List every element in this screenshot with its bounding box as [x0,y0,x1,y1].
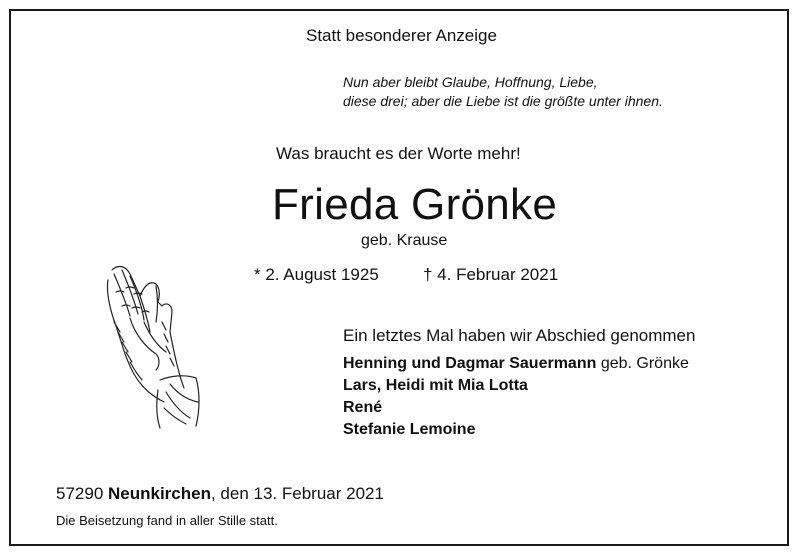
postal-code: 57290 [56,484,108,503]
place-date-line [56,484,384,504]
praying-hands-icon [100,262,208,432]
quote-line-1: Nun aber bleibt Glaube, Hoffnung, Liebe, [343,74,598,90]
bible-quote [343,73,663,111]
mourner-line-1 [343,353,689,375]
birth-name: geb. Krause [361,232,448,249]
mourner-line-3: René [343,399,383,416]
mourner-line-4: Stefanie Lemoine [343,421,476,438]
mourner-line-2: Lars, Heidi mit Mia Lotta [343,377,528,394]
birth-date: * 2. August 1925 [254,265,379,284]
quote-line-2: diese drei; aber die Liebe ist die größte unter ihnen. [343,93,663,109]
deceased-name: Frieda Grönke [272,180,558,229]
notice-date: , den 13. Februar 2021 [210,484,384,503]
funeral-note: Die Beisetzung fand in aller Stille statt. [56,513,278,528]
notice-header: Statt besonderer Anzeige [306,26,497,45]
mourner-name-1: Henning und Dagmar Sauermann [343,355,597,372]
mourner-maiden-name: geb. Grönke [596,355,689,372]
farewell-line: Ein letztes Mal haben wir Abschied genommen [343,326,696,345]
death-date: † 4. Februar 2021 [423,265,559,284]
town-name: Neunkirchen [108,484,211,503]
mourners-list [343,353,689,441]
intro-line: Was braucht es der Worte mehr! [276,144,521,163]
